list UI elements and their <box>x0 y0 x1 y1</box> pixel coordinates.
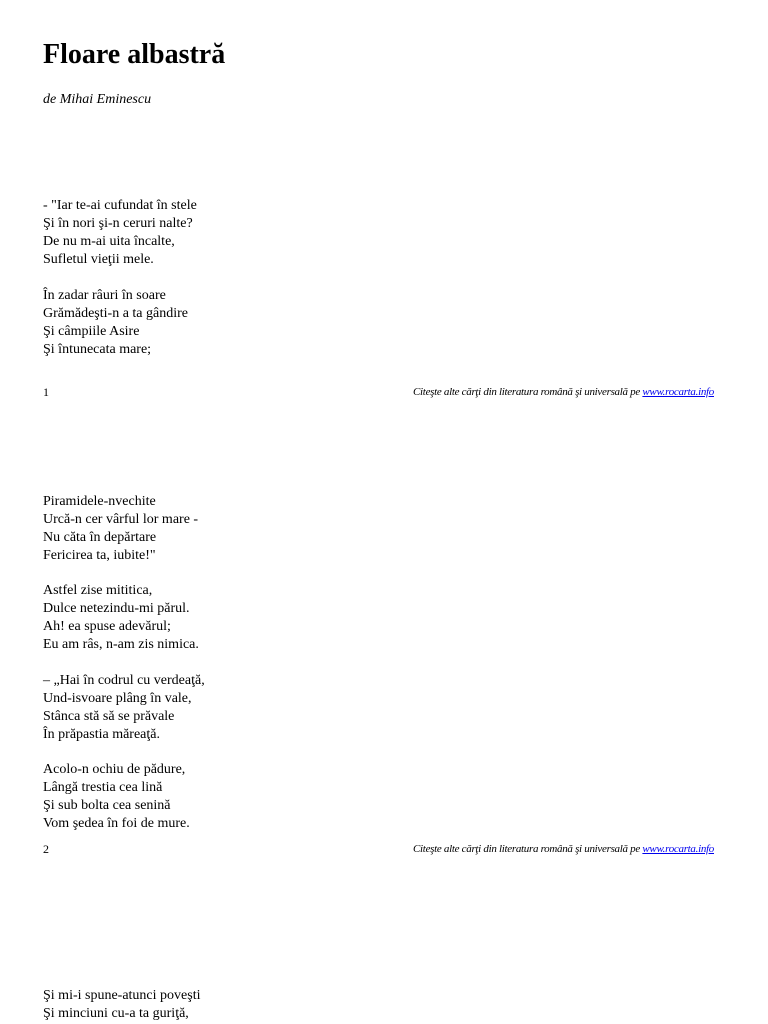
verse-line: Şi câmpiile Asire <box>43 324 140 339</box>
verse-line: Lângă trestia cea lină <box>43 780 163 795</box>
stanza <box>43 672 205 744</box>
stanza <box>43 761 190 833</box>
verse-line: - "Iar te-ai cufundat în stele <box>43 198 197 213</box>
verse-line: Şi minciuni cu-a ta guriţă, <box>43 1006 189 1021</box>
verse-line: Şi întunecata mare; <box>43 342 152 357</box>
page-number: 1 <box>43 385 49 399</box>
verse-line: Şi în nori şi-n ceruri nalte? <box>43 216 193 231</box>
verse-line: Piramidele-nvechite <box>43 494 156 509</box>
verse-line: Acolo-n ochiu de pădure, <box>43 762 186 777</box>
page-footer <box>413 841 714 857</box>
stanza <box>43 493 198 565</box>
stanza <box>43 287 188 359</box>
verse-line: Grămădeşti-n a ta gândire <box>43 306 188 321</box>
footer-text: Citeşte alte cărţi din literatura română şi universală pe <box>413 843 640 855</box>
verse-line: – „Hai în codrul cu verdeaţă, <box>43 673 205 688</box>
verse-line: Stânca stă să se prăvale <box>43 709 175 724</box>
verse-line: Fericirea ta, iubite!" <box>43 548 156 563</box>
verse-line: În prăpastia măreaţă. <box>43 727 160 742</box>
footer-link[interactable]: www.rocarta.info <box>642 843 714 855</box>
verse-line: Vom şedea în foi de mure. <box>43 816 190 831</box>
stanza <box>43 582 199 654</box>
verse-line: În zadar râuri în soare <box>43 288 166 303</box>
footer-text: Citeşte alte cărţi din literatura română şi universală pe <box>413 386 640 398</box>
verse-line: De nu m-ai uita încalte, <box>43 234 175 249</box>
page-footer <box>413 384 714 400</box>
page-number: 2 <box>43 842 49 856</box>
verse-line: Nu căta în depărtare <box>43 530 157 545</box>
verse-line: Urcă-n cer vârful lor mare - <box>43 512 199 527</box>
author-line: de Mihai Eminescu <box>43 92 152 107</box>
verse-line: Astfel zise mititica, <box>43 583 153 598</box>
verse-line: Und-isvoare plâng în vale, <box>43 691 192 706</box>
stanza <box>43 197 197 269</box>
verse-line: Şi mi-i spune-atunci poveşti <box>43 988 201 1003</box>
page-title: Floare albastră <box>43 39 226 70</box>
verse-line: Sufletul vieţii mele. <box>43 252 154 267</box>
verse-line: Dulce netezindu-mi părul. <box>43 601 190 616</box>
footer-link[interactable]: www.rocarta.info <box>642 386 714 398</box>
verse-line: Eu am râs, n-am zis nimica. <box>43 637 199 652</box>
stanza <box>43 987 200 1023</box>
verse-line: Şi sub bolta cea senină <box>43 798 171 813</box>
verse-line: Ah! ea spuse adevărul; <box>43 619 171 634</box>
